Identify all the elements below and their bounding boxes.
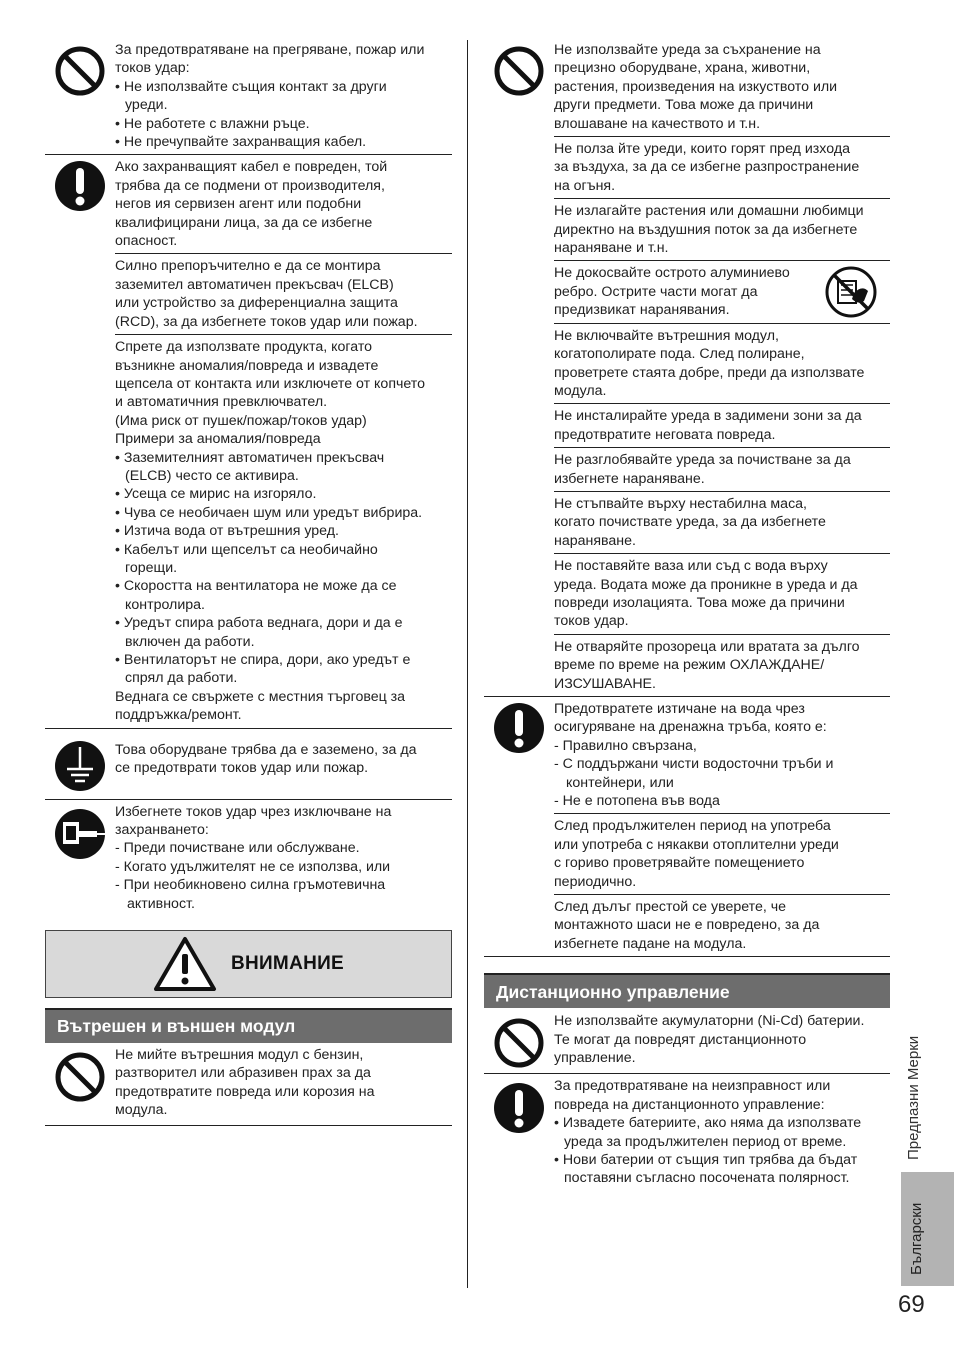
warning-block-power-cord (45, 155, 452, 728)
warning-block-ground: Това оборудване трябва да е заземено, за да се предотврати токов удар или пожар. (45, 729, 452, 800)
caution-block-batteries: За предотвратяване на неизправност или повреда на дистанционното управление: • Извадете батериите, ако няма да използвате уреда за продължителен период от време. • Нови батерии от същия тип трябва да бъдат поставяни съгласно посочената полярност. (484, 1074, 890, 1190)
prohibition-icon (53, 44, 107, 98)
right-column (484, 40, 890, 1191)
warning-block-overheat: За предотвратяване на прегряване, пожар или токов удар: • Не използвайте същия контакт за други уреди. • Не работете с влажни ръце. • Не пречупвайте захранващия кабел. (45, 40, 452, 155)
caution-block-prohibited-uses (484, 40, 890, 697)
language-tab-label: Български (908, 1202, 925, 1275)
mandatory-icon (492, 1081, 546, 1135)
language-tab (901, 1172, 954, 1286)
list-item: Не полза йте уреди, които горят пред изхода за въздуха, за да се избегне разпространение на огъня. (554, 137, 890, 199)
list-item: Спрете да използвате продукта, когато възникне аномалия/повреда и извадете щепсела от контакта или изключете от копчето и автоматичния превключвател. (Има риск от пушек/пожар/токов удар) Примери за аномалия/повреда • Заземителният автоматичен прекъсвач (ELCB) често се активира. • Усеща се мирис на изгоряло. • Чува се необичаен шум или уредът вибрира. • Изтича вода от вътрешния уред. • Кабелът или щепселът са необичайно горещи. • Скоростта на вентилатора не може да се контролира. • Уредът спира работа веднага, дори и да е включен да работи. • Вентилаторът не спира, дори, ако уредът е спрял да работи. Веднага се свържете с местния търговец за поддръжка/ремонт. (115, 339, 426, 724)
list-item: Силно препоръчително е да се монтира заземител автоматичен прекъсвач (ELCB) или устройство за диференциална защита (RCD), за да избегнете токов удар или пожар. (115, 254, 452, 335)
list-item: Не докосвайте острото алуминиево ребро. Острите части могат да предизвикат наранявания. (554, 261, 890, 323)
prohibition-icon (492, 44, 546, 98)
warning-triangle-icon (153, 936, 217, 992)
warning-block-unplug: Избегнете токов удар чрез изключване на захранването: - Преди почистване или обслужване. - Когато удължителят не се използва, или - При необикновено силна гръмотевична активност. (45, 800, 452, 918)
list-item: Не инсталирайте уреда в задимени зони за да предотвратите неговата повреда. (554, 404, 890, 448)
list-item: Не излагайте растения или домашни любимци директно на въздушния поток за да избегнете нараняване и т.н. (554, 199, 890, 261)
list-item: Не поставяйте ваза или съд с вода върху уреда. Водата може да проникне в уреда и да повреди изолацията. Това може да причини токов удар. (554, 554, 890, 635)
warning-block-cleaning: Не мийте вътрешния модул с бензин, разтворител или абразивен прах за да предотвратите повреда или корозия на модула. (45, 1043, 452, 1126)
unplug-icon (53, 807, 107, 861)
column-divider (467, 40, 468, 1288)
section-heading-indoor-outdoor: Вътрешен и външен модул (45, 1008, 452, 1043)
prohibition-icon (492, 1016, 546, 1070)
list-item: Не отваряйте прозореца или вратата за дълго време по време на режим ОХЛАЖДАНЕ/ ИЗСУШАВАНЕ. (554, 638, 860, 692)
prohibition-icon (53, 1050, 107, 1104)
list-item: Не използвайте уреда за съхранение на прецизно оборудване, храна, животни, растения, произведения на изкуството или други предмети. Това може да причини влошаване на качеството и т.н. (554, 40, 890, 137)
left-column (45, 40, 452, 1126)
section-heading-remote-control: Дистанционно управление (484, 973, 890, 1008)
list-item: След дълъг престой се уверете, че монтажното шаси не е повредено, за да избегнете падане на модула. (554, 899, 820, 952)
mandatory-icon (53, 159, 107, 213)
list-item: Не разглобявайте уреда за почистване за да избегнете нараняване. (554, 448, 890, 492)
mandatory-icon (492, 701, 546, 755)
list-item: Ако захранващият кабел е повреден, той трябва да се подмени от производителя, негов ия сервизен агент или подобни квалифицирани лица, за да се избегне опасност. (115, 155, 452, 254)
list-item: Не включвайте вътрешния модул, когатополирате пода. След полиране, проветрете стаята добре, преди да използвате модула. (554, 324, 890, 405)
section-label-vertical: Предпазни Мерки (905, 1035, 922, 1160)
ground-icon (53, 739, 107, 793)
do-not-touch-fin-icon (824, 265, 878, 319)
list-item: След продължителен период на употреба или употреба с някакви отоплителни уреди с гориво проветрявайте помещението периодично. (554, 814, 890, 895)
caution-banner (45, 930, 452, 998)
caution-block-drainage (484, 697, 890, 957)
list-item: Не стъпвайте върху нестабилна маса, когато почиствате уреда, за да избегнете нараняване. (554, 492, 890, 554)
list-item: Предотвратете изтичане на вода чрез осигуряване на дренажна тръба, която е: - Правилно свързана, - С поддържани чисти водосточни тръби и контейнери, или - Не е потопена във вода (554, 697, 890, 814)
page-number: 69 (898, 1291, 925, 1318)
caution-block-rechargeable: Не използвайте акумулаторни (Ni-Cd) батерии. Те могат да повредят дистанционното управление. (484, 1008, 890, 1074)
caution-title: ВНИМАНИЕ (230, 952, 345, 974)
